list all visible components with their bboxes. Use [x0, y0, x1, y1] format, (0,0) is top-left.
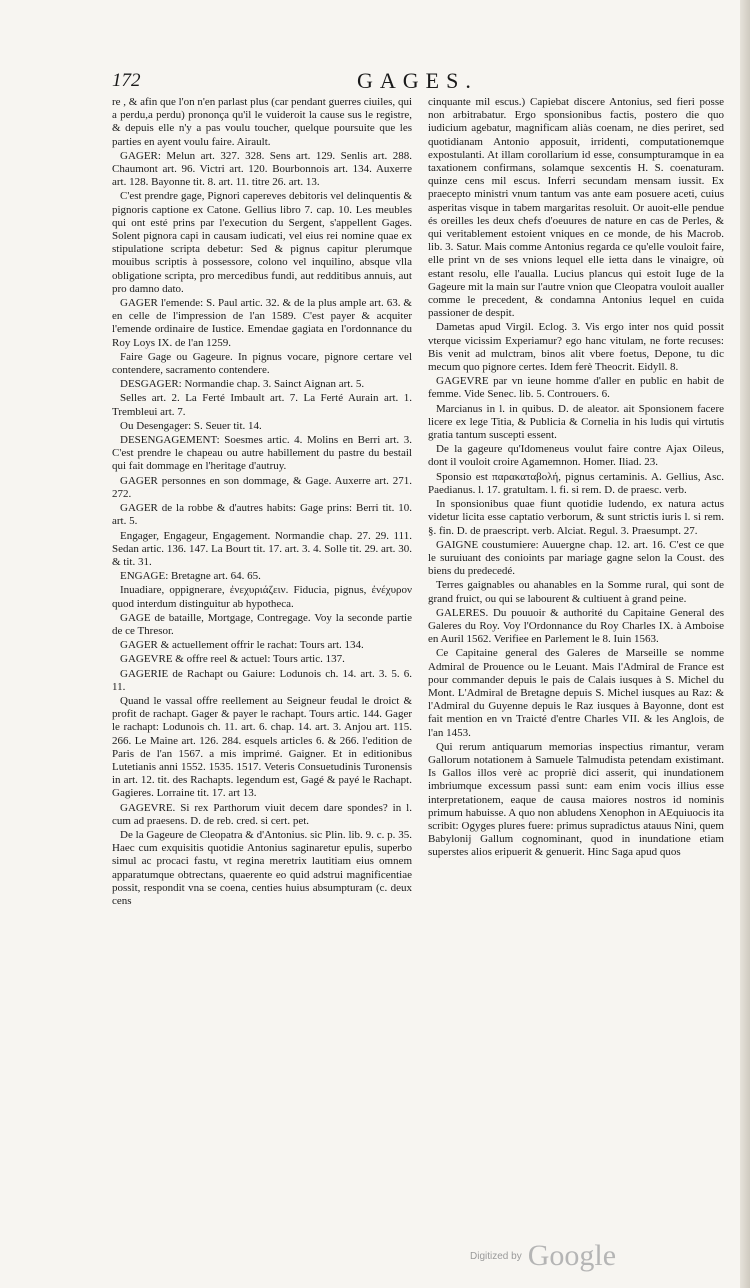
paragraph: GAGERIE de Rachapt ou Gaiure: Lodunois ch. 14. art. 3. 5. 6. 11. [112, 667, 412, 693]
paragraph: GAGER l'emende: S. Paul artic. 32. & de la plus ample art. 63. & en celle de l'impression de l'an 1589. C'est payer & acquiter l'emende ordinaire de Iustice. Emendae gagiata en l'ordonnance du Roy Loys IX. de l'an 1259. [112, 297, 412, 349]
paragraph: GAGER: Melun art. 327. 328. Sens art. 129. Senlis art. 288. Chaumont art. 96. Victri art. 120. Bourbonnois art. 134. Auxerre art. 128. Bayonne tit. 8. art. 11. titre 26. art. 13. [112, 149, 412, 189]
paragraph: De la gageure qu'Idomeneus voulut faire contre Ajax Oileus, dont il vouloit croire Agamemnon. Homer. Iliad. 23. [428, 443, 724, 469]
paragraph: ENGAGE: Bretagne art. 64. 65. [120, 570, 261, 583]
paragraph: DESENGAGEMENT: Soesmes artic. 4. Molins en Berri art. 3. C'est prendre le chapeau ou autre habillement du pastre du bestail qui fait dommage en l'heritage d'autruy. [112, 434, 412, 473]
google-logo: Google [527, 1239, 617, 1272]
paragraph: Qui rerum antiquarum memorias inspectius rimantur, veram Gallorum notationem à Samuele Talmudista petendam existimant. Is Gallos illos verè ac propriè dici asserit, qui inundationem imbriumque excessum passi sunt: eam enim vocis illius esse interpretationem, eaque de causa maiores nostros id nominis primum habuisse. A quo non abludens Xenophon in AEquiuocis ita scribit: Ogyges plures fuere: primus supradictus atauus Nini, quem Babylonij Gallum cognominant, quod in inundatione etiam superstes alios eripuerit & genuerit. Hinc Saga apud quos [428, 740, 724, 859]
paragraph: Selles art. 2. La Ferté Imbault art. 7. La Ferté Aurain art. 1. Trembleui art. 7. [112, 392, 412, 418]
google-watermark [470, 1236, 616, 1276]
paragraph: DESGAGER: Normandie chap. 3. Sainct Aignan art. 5. [120, 378, 365, 391]
paragraph: Quand le vassal offre reellement au Seigneur feudal le droict & profit de rachapt. Gager & payer le rachapt. Tours artic. 144. Gager le rachapt: Lodunois ch. 11. art. 6. chap. 14. art. 3. Anjou art. 115. 266. Le Maine art. 126. 284. esquels articles 6. & 266. l'edition de Paris de l'an 1567. a mis imprimé. Gaigner. Et in editionibus Lutetianis anni 1552. 1535. 1517. Veteris Consuetudinis Turonensis in art. 12. tit. des Rachapts. legendum est, Gagé & payé le Rachapt. Gagieres. Lorraine tit. 17. art 13. [112, 694, 412, 800]
paragraph: C'est prendre gage, Pignori capereves debitoris vel delinquentis & pignoris captione ex Catone. Gellius libro 7. cap. 10. Les meubles qui ont esté prins par l'execution du Sergent, s'appellent Gages. Solent pignora capi in causam iudicati, vel eius rei nomine quae ex stipulatione scripta debetur: Sed & pignus capitur plerumque mouibus scriptis à possessore, colono vel inquilino, absque vlla obligatione scripta, pro mercedibus fundi, aut redditibus annuis, aut pro damno dato. [112, 190, 412, 295]
paragraph: Faire Gage ou Gageure. In pignus vocare, pignore certare vel contendere, sacramento contendere. [112, 350, 412, 377]
paragraph: GAGER de la robbe & d'autres habits: Gage prins: Berri tit. 10. art. 5. [112, 502, 412, 528]
paragraph: GAGER & actuellement offrir le rachat: Tours art. 134. [120, 639, 364, 652]
paragraph: GAGER personnes en son dommage, & Gage. Auxerre art. 271. 272. [112, 474, 412, 500]
page-number: 172 [112, 70, 141, 91]
paragraph: GAGEVRE & offre reel & actuel: Tours artic. 137. [120, 653, 345, 666]
paragraph: Ce Capitaine general des Galeres de Marseille se nomme Admiral de Prouence ou le Leuant. Mais l'Admiral de France est pour commander depuis le pais de Calais iusques à S. Michel du Mont. L'Admiral de Bretagne depuis S. Michel iusques au Raz: & l'Admiral du Guyenne depuis le Raz iusques à Bayonne, dont est fait mention en vn Traicté d'entre Charles VII. & les Anglois, de l'an 1453. [428, 647, 724, 739]
paragraph: In sponsionibus quae fiunt quotidie ludendo, ex natura actus videtur licita esse captatio verborum, & sunt strictis iuris l. si rem. §. fin. D. de praescript. verb. Alciat. Regul. 3. Praesumpt. 27. [428, 498, 724, 537]
right-column [428, 96, 724, 1196]
watermark-prefix: Digitized by [470, 1250, 522, 1262]
paragraph: cinquante mil escus.) Capiebat discere Antonius, sed fieri posse non arbitrabatur. Ergo sponsionibus factis, postero die quo iudicium agebatur, magnificam aliàs coenam, ne dies periret, sed quotidianam Antonio apposuit, irridenti, computationemque expostulanti. At illam corollarium id esse, consumpturamque in ea taxationem confirmans, solamque sexcentis H. S. coenaturam. quinze cens mil escus. Inferri secundam mensam iussit. Ex praecepto ministri vnum tantum vas ante eam posuere aceti, cuius asperitas visque in tabem margaritas resoluit. Or auoit-elle pendue és oreilles les deux chefs d'oeuures de nature en cas de Perles, & qui veritablement estoient vniques en ce monde, de his Macrob. lib. 3. Satur. Mais comme Antonius regarda ce qu'elle vouloit faire, elle print vn de ses vnions lequel elle ietta dans le vinaigre, où estant resolu, elle l'aualla. Lucius plancus qui estoit Iuge de la Gageure mit la main sur l'autre vnion que Cleopatra vouloit aualler comme le precedent, & condamna Antonius lequel en cuida passioner de despit. [428, 96, 724, 320]
running-head: GAGES. [357, 68, 478, 93]
page-header [112, 70, 722, 96]
paragraph: Sponsio est παρακαταβολή, pignus certaminis. A. Gellius, Asc. Paedianus. l. 17. gratultam. l. fi. si rem. D. de praesc. verb. [428, 470, 724, 496]
paragraph: Ou Desengager: S. Seuer tit. 14. [120, 419, 262, 432]
paragraph: GAGEVRE par vn ieune homme d'aller en public en habit de femme. Vide Senec. lib. 5. Controuers. 6. [428, 375, 724, 401]
paragraph: De la Gageure de Cleopatra & d'Antonius. sic Plin. lib. 9. c. p. 35. Haec cum exquisitis quotidie Antonius saginaretur epulis, superbo simul ac procaci fastu, vt regina meretrix lautitiam eius omnem apparatumque obtrectans, quaerente eo quid adstrui magnificentiae possit, respondit vna se coena, centies huius absumpturam (c. deux cens [112, 828, 412, 907]
paragraph: Inuadiare, oppignerare, ἐνεχυριάζειν. Fiducia, pignus, ἐνέχυρον quod interdum distinguitur ab hypotheca. [112, 584, 412, 610]
paragraph: GALERES. Du pouuoir & authorité du Capitaine General des Galeres du Roy. Voy l'Ordonnance du Roy Charles IX. à Amboise en Auril 1562. Verifiee en Parlement le 8. Iuin 1563. [428, 606, 724, 646]
paragraph: Dametas apud Virgil. Eclog. 3. Vis ergo inter nos quid possit vterque vicissim Experiamur? ego hanc vitulam, ne forte recuses: Bis venit ad mulctram, binos alit vbere foetus, Depone, tu dic mecum quo pignore certes. Idem ferè Theocrit. Eidyll. 8. [428, 321, 724, 374]
paragraph: re , & afin que l'on n'en parlast plus (car pendant guerres ciuiles, qui a perdu,a perdu) prononça qu'il le vuideroit la cause sus le registre, & depuis elle n'y a pas voulu toucher, quelque poursuite que les parties en ayent voulu faire. Airault. [112, 96, 412, 148]
paragraph: Terres gaignables ou ahanables en la Somme rural, qui sont de grand fruict, ou qui se labourent & cultiuent à grand peine. [428, 579, 724, 605]
page-edge [740, 0, 750, 1288]
paragraph: GAGE de bataille, Mortgage, Contregage. Voy la seconde partie de ce Thresor. [112, 611, 412, 637]
paragraph: Marcianus in l. in quibus. D. de aleator. ait Sponsionem facere licere ex lege Titia, & Publicia & Cornelia in his ludis qui virtutis gratia tantum suscepti essent. [428, 402, 724, 442]
paragraph: GAGEVRE. Si rex Parthorum viuit decem dare spondes? in l. cum ad praesens. D. de reb. cred. si cert. pet. [112, 801, 412, 827]
paragraph: GAIGNE coustumiere: Auuergne chap. 12. art. 16. C'est ce que le suruiuant des conioints par mariage gagne selon la Coust. des biens du predecedé. [428, 538, 724, 578]
left-column [112, 96, 412, 1196]
paragraph: Engager, Engageur, Engagement. Normandie chap. 27. 29. 111. Sedan artic. 136. 147. La Bourt tit. 17. art. 3. 4. Solle tit. 29. art. 30. & tit. 31. [112, 529, 412, 568]
